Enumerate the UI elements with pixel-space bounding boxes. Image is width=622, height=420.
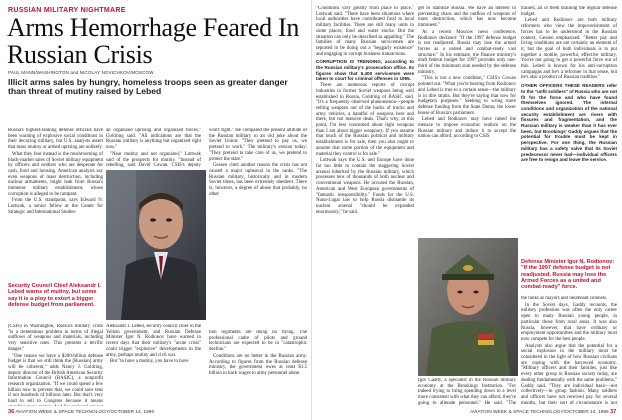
subhead: OTHER OFFICERS THESE READERS refer to the "unfit soldiers" of Russia who are not fit for the force and who have found themselves ignored. The internal conditions and organization of the national security establishment are rivers with fissures and fragmentation, and the Russian military is weaker than it has ever been, but Brookings' Gaddy argues that the potential for trouble must be kept in perspective. For one thing, the Russian military has a safety valve that its Soviet predecessor never had—individual officers are free to resign and leave the service. (521, 83, 617, 163)
paragraph: What they fear instead is the mushrooming of black-market sales of Soviet military equipment by officers and soldiers who are desperate for cash, food and housing. American analysts say even weapons of mass destruction, including nuclear armaments, might leak from Russia's immense military establishment, whose corruption is alleged to be rampant. (8, 151, 103, 197)
page-number-right: 37 (610, 409, 617, 415)
paragraph: "This is not a new condition," CSIS's Cowan pointed out. "What you're hearing from Rodionov and Lebed is true to a certain sense—the military is in dire straits. But they're saying that now for budgetary purposes." Seeking to wring more defense funding from the State Duma, the lower house of Russia's parliament. (418, 76, 516, 116)
paragraph: Conditions are no better in the Russian army. According to figures from the Russian defense ministry, the government owes at least $1.5 billion in back wages to army personnel alone. (209, 353, 307, 376)
paragraph: Lebed and Rodionov may have raised the menace to impose economic realism on the Russian military and induce it to accept the nation can afford, according to CSIS (418, 117, 516, 140)
subhead: CORRUPTION IS TRENDING, according to the Russian military's prosecution office. Its figures show that 5,400 servicemen were taken to court for criminal offenses in 1995. (316, 59, 414, 82)
photo-caption (521, 259, 617, 293)
paragraph: trained, all of them draining the regular defense budget. (521, 6, 617, 17)
paragraph: Luttwak says the U.S. and Europe have done far too little to contain the staggering Soviet arsenal inherited by the Russian military, which possesses tens of thousands of both nuclear and conventional weapons. He accused the Russian, American and West European governments of "fantastic irresponsibility." Funds for the U.S. Nunn-Lugar law to help Russia dismantle its nuclear arsenal "should be expanded enormously," he said. (316, 158, 414, 215)
paragraph: Russia's highest-ranking defense officials have been warning of explosive social conditions in their decaying military, but U.S. analysts assert that mass mutiny or armed uprising are unlikely. (8, 128, 103, 151)
body-column-2-top (106, 128, 201, 168)
paragraph: But "to have a mutiny, you have to have (110, 359, 189, 365)
paragraph: Analysts also argue that the potential for a social explosion in the military must be considered in the light of how Russian civilians are coping with the harrowed economy. "Military officers and their families, just like every other group in Russian society today, are dealing fundamentally with the same problems," Gaddy said. "They are individual basic—not collectively—in group fashion. Many soldiers and officers have not received pay for several months, but their sort of circumstance is not (521, 343, 617, 406)
footer-publication-right: AVIATION WEEK & SPACE TECHNOLOGY/OCTOBER 14, 1996 (470, 410, 609, 415)
paragraph: "Conditions vary greatly from place to place," Luttwak said. "There have been situations where local authorities have contributed food to local military facilities. There are still many units in some places, food and water stocks. But the situation can only be described as appalling." The families of many Russian servicemen are reported to be doing out a "beggarly existence" and engaging in corrupt business transactions. (316, 6, 414, 57)
paragraph: "Near mutiny and not organized," Luttwak said of the prospects for mutiny. "Instead of rebelling, said David Cowan, CSIS's deputy (106, 151, 201, 168)
caption-quote: "If the 1997 defense budget is not readjusted, Russia may lose the Armed Forces as a united and combat-ready" force. (521, 265, 611, 291)
paragraph: There are numerous reports of corrupt industries in former Soviet weapons being well established in Russia, Goldring of BASIC said. "It's a frequently observed phenomenon—people selling weapons out of the backs of trucks and army vehicles, a handful of weapons here and there, but not massive deals. That's why, at this point, I'm less concerned about light weapons than I am about bigger weaponry. If you assume that much of the Russian political and military establishment is for sale, then you also ought to assume that some portion of the equipment and material they control is for sale." (316, 83, 414, 157)
footer-right (470, 409, 616, 415)
paragraph: "One reason we have a $200-billion defense budget is that we still think the [Russian] army will be coherent," adds Nancy J. Goldring, deputy director of the British American Security Information Council (BASIC), a nonprofit research organization. "If we could spend a few billion now to prevent that, we could save tens if not hundreds of billions later. But that's very hard to sell to Congress because it means (8, 353, 103, 405)
deck-subheadline: Illicit arms sales by hungry, homeless troops seen as greater danger than threat of mutiny raised by Lebed (8, 77, 288, 97)
paragraph: tion regiments are doing no flying. The professional cadre of pilots and ground technicians are expected to be in "catastrophic decline." (209, 330, 307, 353)
body-column-2 (106, 324, 201, 406)
body-column-1 (8, 128, 103, 280)
body-column-4 (316, 6, 414, 406)
paragraph: Igor Gaddy, a specialist in the Russian military economy at the Brookings Institution. "For indeed trying to bring spending down to a level more consistent with what they can afford, they're going to alienate personnel." He said. "The (418, 378, 516, 406)
paragraph: Lebed and Rodionov are both military reformers who view the impoverishment of forces has to be understood in the Russian context, Gessen emphasized. "Better pay and living conditions are not certainly an element of it, but the goal of both individuals is to put together a mobile, powerful, effective military. You're not going to get a powerful force out of this. Lebed is known for his anti-corruption campaigns and he's a reformer in that sense, but he's also a product of Russian tradition." (521, 18, 617, 81)
paragraph: (CSIS) in Washington, Russia's military crisis "is a tremendous problem in terms of illegal outflows of weapons and materials, including very sensitive ones. This presents a terrific danger." (8, 324, 103, 352)
paragraph: From the U.S. standpoint, says Edward N. Luttwak, a senior fellow at the Center for Strategic and International Studies (8, 198, 103, 215)
page-gutter (311, 0, 312, 420)
section-kicker: RUSSIAN MILITARY NIGHTMARE (8, 7, 126, 14)
paragraph: won't fight." He compared the present attitude of the Russian military to an old joke about the Soviet Union: "They pretend to pay us, we pretend to work." The military's version today: "They pretend to take care of us, we pretend to protect the state." (209, 128, 307, 162)
paragraph: In the Soviet days, Gaddy recounts, the military profession was often the only career open to many Russian young people, in particular those from rural areas. It was also Russia, however, that have ordinary or employment opportunities and the military must now compete for the best people. (521, 302, 617, 342)
headline: Arms Hemorrhage Feared In Russian Crisis (7, 13, 300, 69)
body-column-1-continued (8, 324, 103, 406)
paragraph: the ranks as mayors and lieutenant colonels. (521, 296, 608, 301)
body-column-3 (209, 128, 307, 328)
footer-left (8, 409, 154, 415)
photo-rodionov (418, 238, 518, 376)
paragraph: an organized uprising and organized forces," Goldring said. "All indications are that the Russian military is anything but organized right now." (106, 128, 201, 151)
footer-publication-left: AVIATION WEEK & SPACE TECHNOLOGY/OCTOBER 14, 1996 (15, 410, 155, 415)
photo-lebed (106, 170, 206, 320)
body-column-6 (521, 6, 617, 256)
paragraph: At a recent Moscow news conference, Rodionov declared: "If the 1997 defense budget is not readjusted, Russia may lose the armed forces as a united and combat-ready vast structure." In his estimate, the finance ministry's draft federal budget for 1997 provides only one-third of the minimum sum needed by the defense ministry. (418, 29, 516, 75)
body-column-6-continued (521, 296, 617, 406)
pull-quote: Security Council Chief Aleksandr I. Lebed warns of mutiny, but some say it is a ploy to extort a bigger defense budget from parliament. (8, 283, 101, 309)
caption-label: Defense Minister Igor N. Rodionov: (521, 259, 615, 265)
byline: PAUL MANN/WASHINGTON and NICOLAY NOVICHKOV/MOSCOW (8, 70, 154, 75)
paragraph: Aleksandr I. Lebed, security council chief in the Yeltsin government, and Russian Defense Minister Igor N. Rodionov have warned in recent days that their military's "acute crisis" could trigger "explosive" developments in the army, perhaps mutiny and civil war. (106, 324, 201, 358)
body-column-5 (418, 6, 516, 234)
portrait-photo-icon (106, 170, 206, 320)
body-column-3-continued (209, 330, 307, 406)
paragraph: get to stabilize Russia. We have an interest in preventing chaos and the outflow of weapons of mass destruction, which has now become imminent." (418, 6, 516, 29)
body-column-5-continued (418, 378, 516, 406)
page-number-left: 36 (8, 409, 15, 415)
portrait-photo-icon (418, 238, 518, 376)
paragraph: Gessen cited another reason the crisis has not caused a major upheaval in the ranks. "The Russian military, historically and in modern Soviet times, has been extremely obedient. There is, however, a degree of abuse that probably, no other (209, 163, 307, 197)
